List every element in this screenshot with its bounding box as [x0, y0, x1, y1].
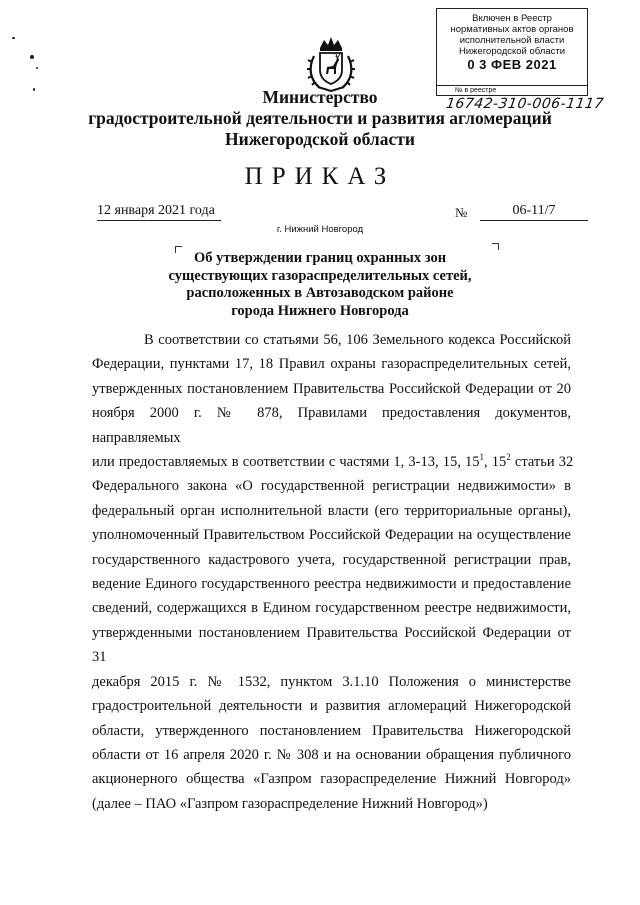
ministry-name-line3: Нижегородской области — [225, 129, 415, 149]
number-label: № — [455, 205, 468, 220]
body-line: ноября 2000 г. № 878, Правилами предоставления документов, направляемых — [92, 405, 571, 446]
body-line: утвержденных постановлением Правительства Российской Федерации от 20 — [92, 380, 571, 397]
body-text-run: или предоставляемых в соответствии с частями 1, 3-13, 15, 15 — [92, 454, 480, 471]
subject-line: Об утверждении границ охранных зон — [193, 250, 447, 266]
body-line: Федерации, пунктами 17, 18 Правил охраны газораспределительных сетей, — [92, 356, 571, 373]
scan-speck — [36, 67, 38, 69]
stamp-line: нормативных актов органов — [450, 24, 574, 35]
stamp-line: Нижегородской области — [458, 46, 566, 57]
superscript: 2 — [506, 452, 511, 463]
body-line: утвержденными постановлением Правительства Российской Федерации от 31 — [92, 624, 571, 666]
registry-stamp — [436, 8, 588, 86]
body-line: уполномоченный Правительством Российской Федерации на осуществление — [92, 527, 571, 544]
ministry-name-line2: градостроительной деятельности и развития агломераций — [88, 108, 552, 128]
body-line: Федерального закона «О государственной регистрации недвижимости» в — [92, 478, 571, 495]
body-line: градостроительной деятельности и развития агломераций Нижегородской — [92, 698, 571, 715]
scan-speck — [30, 55, 34, 59]
body-line: ведение Единого государственного реестра недвижимости и предоставление — [92, 576, 571, 593]
order-subject — [160, 250, 480, 320]
city: г. Нижний Новгород — [276, 224, 364, 235]
body-line — [92, 450, 574, 474]
stamp-line: исполнительной власти — [459, 35, 565, 46]
body-line: сведений, содержащихся в Едином государственном реестре недвижимости, — [92, 600, 571, 617]
stamp-line: Включен в Реестр — [472, 13, 552, 24]
subject-line: расположенных в Автозаводском районе — [186, 285, 454, 301]
stamp-registry-label: № в реестре — [436, 86, 588, 96]
body-line: федеральный орган исполнительной власти (его территориальные органы), — [92, 502, 571, 519]
subject-line: существующих газораспределительных сетей, — [168, 267, 472, 284]
order-number: 06-11/7 — [480, 203, 588, 221]
registry-number: 16742-310-006-1117 — [444, 96, 605, 112]
subject-corner-mark — [492, 243, 499, 250]
body-line: акционерного общества «Газпром газораспределение Нижний Новгород» — [92, 771, 571, 788]
body-line: декабря 2015 г. № 1532, пунктом 3.1.10 Положения о министерстве — [92, 673, 571, 690]
ministry-name-line1: Министерство — [262, 87, 378, 107]
body-line: области от 16 апреля 2020 г. № 308 и на основании обращения публичного — [92, 746, 571, 763]
scan-speck — [12, 37, 15, 39]
body-text-run: , 15 — [484, 454, 507, 471]
superscript: 1 — [479, 452, 485, 463]
subject-line: города Нижнего Новгорода — [231, 302, 409, 319]
body-line: (далее – ПАО «Газпром газораспределение Нижний Новгород») — [92, 795, 488, 812]
coat-of-arms-icon — [306, 34, 356, 92]
body-line: области, утвержденного постановлением Правительства Нижегородской — [92, 722, 571, 739]
body-line: государственного кадастрового учета, государственной регистрации прав, — [92, 551, 571, 568]
order-date: 12 января 2021 года — [97, 203, 221, 221]
body-line: В соответствии со статьями 56, 106 Земельного кодекса Российской — [144, 332, 571, 348]
order-title: ПРИКАЗ — [244, 163, 396, 190]
body-text-run: статьи 32 — [510, 454, 574, 471]
body-text — [92, 328, 574, 816]
stamp-date: 0 3 ФЕВ 2021 — [467, 57, 557, 72]
